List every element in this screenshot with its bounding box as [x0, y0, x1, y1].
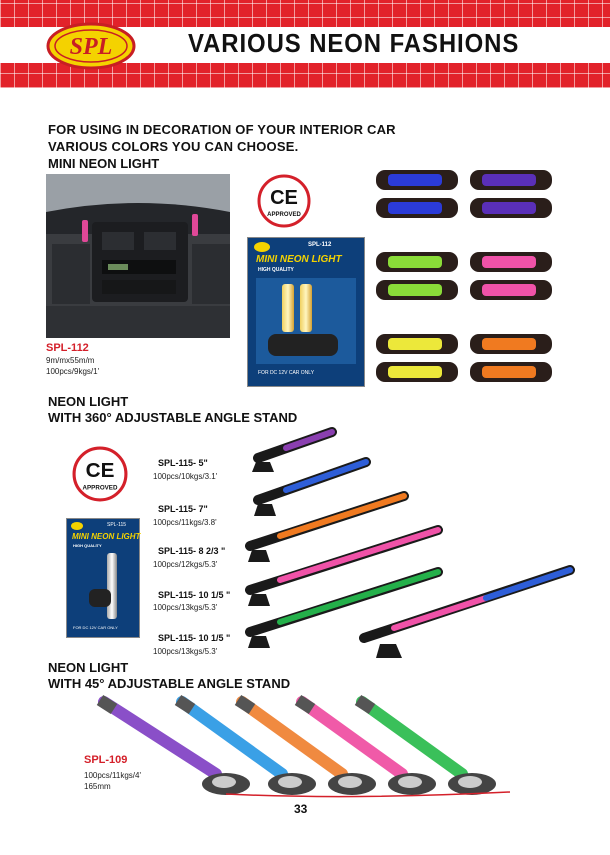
- package-115-model: SPL-115: [107, 522, 127, 528]
- spl-109-code: SPL-109: [84, 754, 128, 766]
- ce-mark-2: CE: [85, 459, 115, 483]
- stand360-title-1: NEON LIGHT: [48, 394, 129, 409]
- mini-light-purple-2: [470, 198, 552, 218]
- spl-109-size: 165mm: [84, 782, 111, 791]
- mini-light-yellow-2: [376, 362, 458, 382]
- stand45-neon-tubes: [90, 690, 520, 802]
- package-115-foot: FOR DC 12V CAR ONLY: [73, 625, 118, 630]
- spl-115-7-code: SPL-115- 7": [158, 504, 208, 514]
- spl-115-8-pack: 100pcs/12kgs/5.3': [153, 560, 218, 569]
- mini-light-blue-2: [376, 198, 458, 218]
- spl-115-10a-code: SPL-115- 10 1/5 ": [158, 590, 231, 600]
- spl-115-10b-pack: 100pcs/13kgs/5.3': [153, 647, 218, 656]
- spl-115-5-pack: 100pcs/10kgs/3.1': [153, 472, 218, 481]
- package-115-title: MINI NEON LIGHT: [72, 532, 141, 541]
- package-model: SPL-112: [308, 242, 332, 248]
- page-title: VARIOUS NEON FASHIONS: [188, 28, 520, 58]
- stand45-title-2: WITH 45° ADJUSTABLE ANGLE STAND: [48, 676, 291, 691]
- intro-line-2: VARIOUS COLORS YOU CAN CHOOSE.: [48, 139, 299, 154]
- spl-112-code: SPL-112: [46, 342, 89, 354]
- spl-115-7-pack: 100pcs/11kgs/3.8': [153, 518, 217, 527]
- package-foot: FOR DC 12V CAR ONLY: [258, 370, 315, 376]
- package-title: MINI NEON LIGHT: [256, 254, 342, 265]
- stand45-title-1: NEON LIGHT: [48, 660, 129, 675]
- dashboard-photo: [46, 174, 230, 338]
- spl-115-8-code: SPL-115- 8 2/3 ": [158, 546, 226, 556]
- ce-approved-label-2: APPROVED: [82, 484, 118, 492]
- spl-115-10a-pack: 100pcs/13kgs/5.3': [153, 603, 218, 612]
- mini-light-green-2: [376, 280, 458, 300]
- neon-tube-5in: [252, 432, 332, 472]
- mini-light-pink-2: [470, 280, 552, 300]
- stand360-title-2: WITH 360° ADJUSTABLE ANGLE STAND: [48, 410, 298, 425]
- mini-light-purple-1: [470, 170, 552, 190]
- spl-112-package: [247, 237, 365, 387]
- mini-light-blue-1: [376, 170, 458, 190]
- mini-light-yellow-1: [376, 334, 458, 354]
- ce-approved-badge-2: [72, 446, 128, 502]
- spl-115-10b-code: SPL-115- 10 1/5 ": [158, 633, 231, 643]
- mini-light-green-1: [376, 252, 458, 272]
- spl-115-package: [66, 518, 140, 638]
- mini-neon-color-samples: [370, 160, 560, 388]
- spl-115-5-code: SPL-115- 5": [158, 458, 208, 468]
- stand360-neon-tubes: [236, 420, 586, 670]
- page-number: 33: [294, 802, 308, 816]
- spl-112-pack: 100pcs/9kgs/1': [46, 367, 100, 376]
- spl-logo: [46, 22, 136, 70]
- ce-approved-label: APPROVED: [267, 212, 301, 218]
- ce-approved-badge: [257, 174, 311, 228]
- logo-text: SPL: [69, 34, 113, 60]
- mini-light-orange-1: [470, 334, 552, 354]
- spl-109-pack: 100pcs/11kgs/4': [84, 771, 141, 780]
- mini-neon-title: MINI NEON LIGHT: [48, 156, 160, 171]
- package-subtitle: HIGH QUALITY: [258, 267, 294, 273]
- neon45-purple: [100, 700, 250, 795]
- mini-light-orange-2: [470, 362, 552, 382]
- ce-mark: CE: [270, 187, 298, 209]
- mini-light-pink-1: [470, 252, 552, 272]
- package-115-subtitle: HIGH QUALITY: [73, 543, 102, 548]
- intro-line-1: FOR USING IN DECORATION OF YOUR INTERIOR CAR: [48, 122, 396, 137]
- spl-112-size: 9m/mx55m/m: [46, 356, 95, 365]
